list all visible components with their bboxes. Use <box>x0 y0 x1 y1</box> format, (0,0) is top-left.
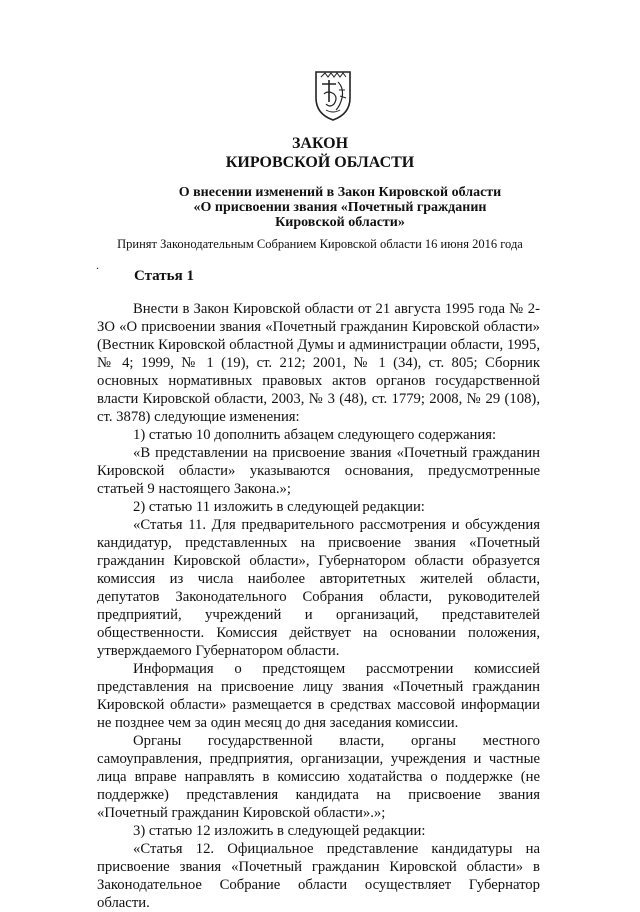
paragraph: Информация о предстоящем рассмотрении комиссией представления на присвоение лицу звания «Почетный гражданин Кировской области» размещается в средствах массовой информации не позднее чем за один месяц до дня заседания комиссии. <box>97 661 540 731</box>
kirov-oblast-coat-of-arms-icon <box>312 68 354 122</box>
paragraph: «В представлении на присвоение звания «Почетный гражданин Кировской области» указываются основания, предусмотренные статьей 9 настоящего Закона.»; <box>97 445 540 497</box>
paragraph: 3) статью 12 изложить в следующей редакции: <box>133 823 426 839</box>
paragraph: «Статья 11. Для предварительного рассмотрения и обсуждения кандидатур, представленных на присвоение звания «Почетный гражданин Кировской области», Губернатором области образуется комиссия из числа наиболее авторитетных жителей области, депутатов Законодательного Собрания области, руководителей предприятий, учреждений и организаций, представителей общественности. Комиссия действует на основании положения, утверждаемого Губернатором области. <box>97 517 540 659</box>
paragraph: Органы государственной власти, органы местного самоуправления, предприятия, организации, учреждения и частные лица вправе направлять в комиссию ходатайства о поддержке (не поддержке) представления кандидата на присвоение звания «Почетный гражданин Кировской области».»; <box>97 733 540 821</box>
article-heading: Статья 1 <box>134 268 194 284</box>
paragraph: «Статья 12. Официальное представление кандидатуры на присвоение звания «Почетный гражданин Кировской области» в Законодательное Собрание области осуществляет Губернатор области. <box>97 841 540 911</box>
article-body <box>97 300 540 912</box>
adoption-note: Принят Законодательным Собранием Кировской области 16 июня 2016 года <box>117 237 523 251</box>
paragraph: 2) статью 11 изложить в следующей редакции: <box>133 499 425 515</box>
stray-mark: . <box>96 258 99 272</box>
law-subject-line-3: Кировской области» <box>275 215 405 230</box>
paragraph: Внести в Закон Кировской области от 21 августа 1995 года № 2-ЗО «О присвоении звания «Почетный гражданин Кировской области» (Вестник Кировской областной Думы и администрации области, 1995, № 4; 1999, № 1 (19), ст. 212; 2001, № 1 (34), ст. 805; Сборник основных нормативных правовых актов органов государственной власти Кировской области, 2003, № 3 (48), ст. 1779; 2008, № 29 (108), ст. 3878) следующие изменения: <box>97 301 540 425</box>
paragraph: 1) статью 10 дополнить абзацем следующего содержания: <box>133 427 497 443</box>
law-subject-line-1: О внесении изменений в Закон Кировской области <box>178 185 502 200</box>
document-title: ЗАКОН <box>291 135 349 152</box>
document-title-region: КИРОВСКОЙ ОБЛАСТИ <box>225 154 415 171</box>
law-subject-line-2: «О присвоении звания «Почетный гражданин <box>193 200 487 215</box>
